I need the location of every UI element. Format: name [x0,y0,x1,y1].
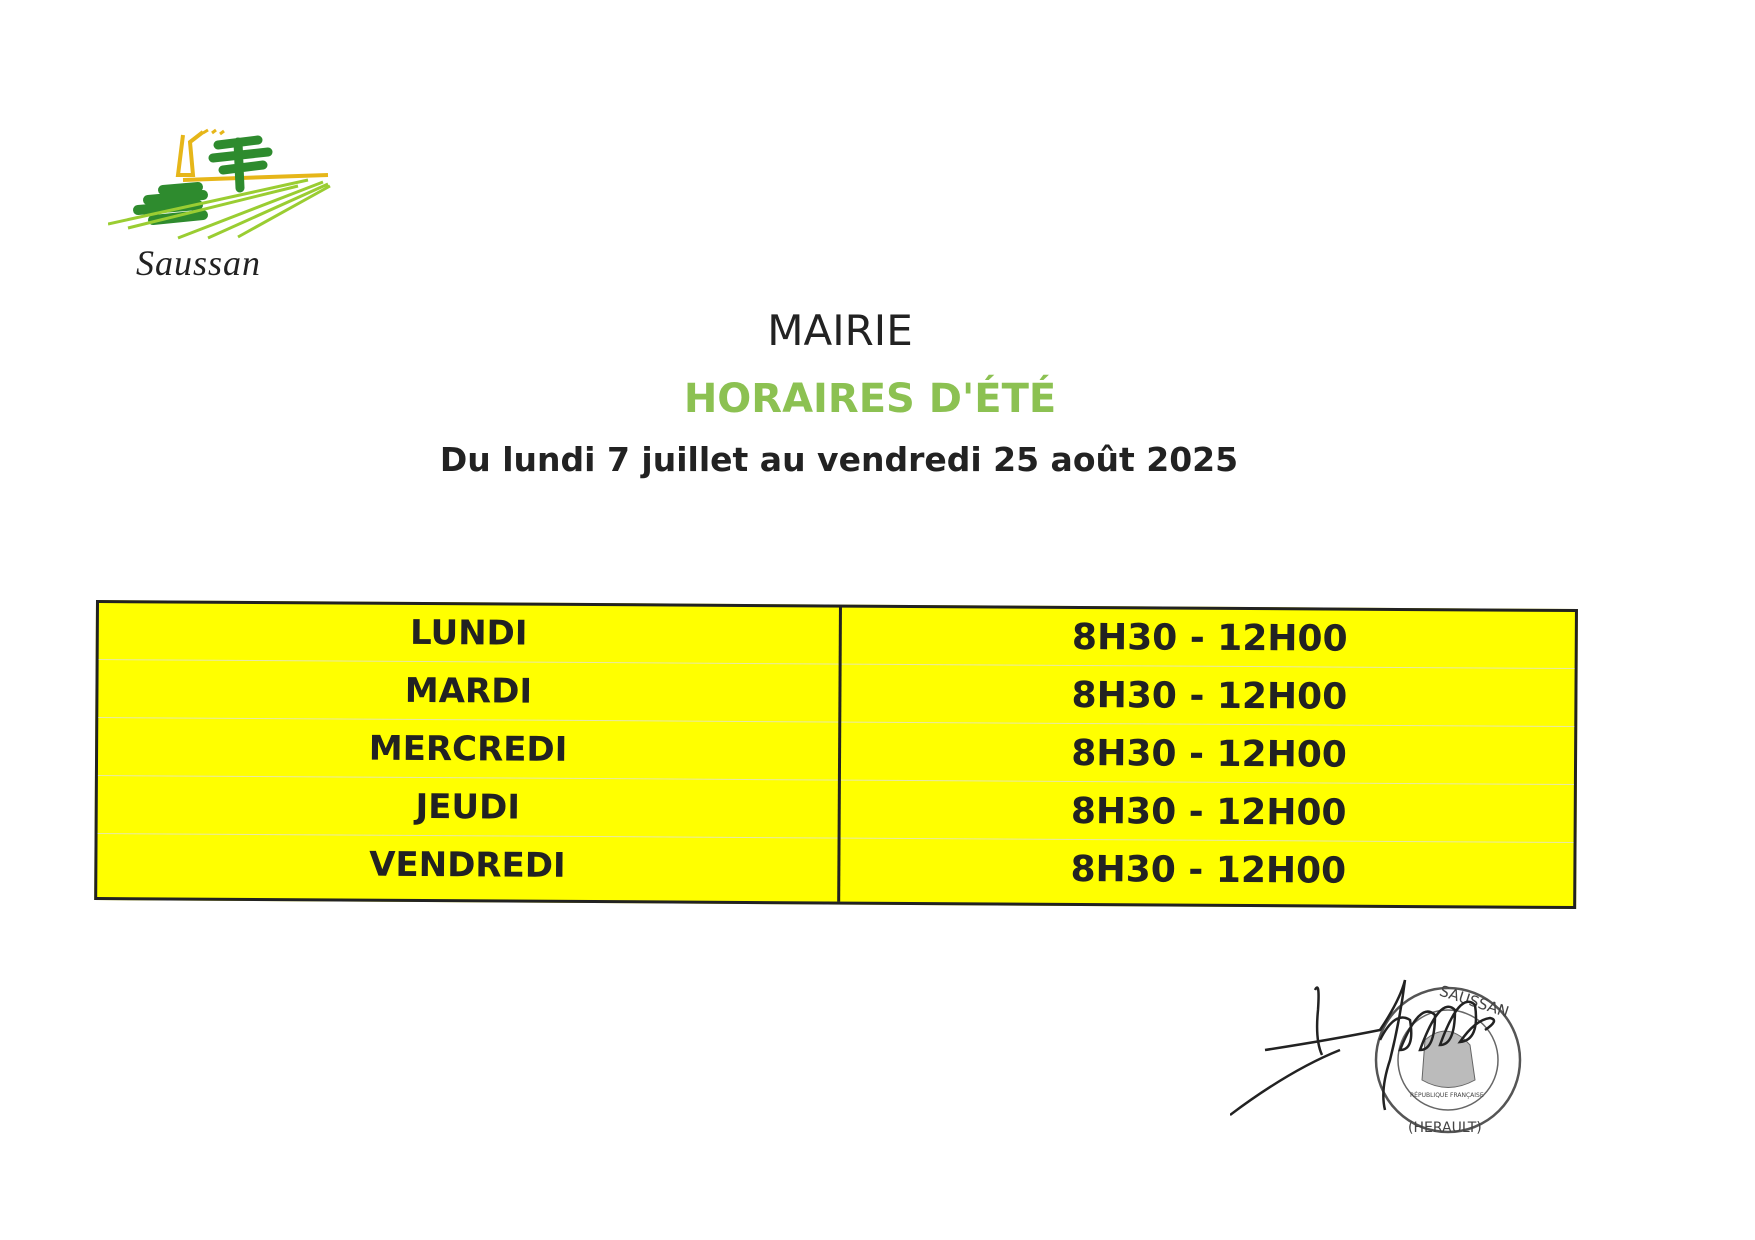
day-cell: VENDREDI [369,844,566,886]
hours-cell: 8H30 - 12H00 [1071,616,1348,660]
logo-text: Saussan [136,243,262,283]
signature-and-stamp [1230,960,1540,1140]
table-row [99,603,1575,669]
page-subtitle: HORAIRES D'ÉTÉ [683,376,1057,422]
schedule-table [94,600,1578,909]
table-row [98,777,1574,843]
table-row [98,661,1574,727]
hours-cell: 8H30 - 12H00 [1070,848,1347,892]
hours-cell: 8H30 - 12H00 [1070,790,1347,834]
page-title: MAIRIE [767,306,913,355]
saussan-logo-graphic [108,120,338,250]
period-text: Du lundi 7 juillet au vendredi 25 août 2025 [439,440,1239,479]
hours-cell: 8H30 - 12H00 [1071,674,1348,718]
table-row [97,835,1573,901]
table-row [98,719,1574,785]
stamp-top-text: SAUSSAN [1437,981,1512,1022]
day-cell: LUNDI [409,612,528,654]
stamp-graphic [1230,960,1540,1140]
day-cell: MERCREDI [368,728,568,770]
day-cell: MARDI [404,670,533,712]
saussan-logo [108,120,338,290]
stamp-inner-text: RÉPUBLIQUE FRANÇAISE [1410,1092,1484,1099]
stamp-bottom-text: (HERAULT) [1408,1120,1482,1136]
hours-cell: 8H30 - 12H00 [1071,732,1347,776]
day-cell: JEUDI [415,786,521,828]
